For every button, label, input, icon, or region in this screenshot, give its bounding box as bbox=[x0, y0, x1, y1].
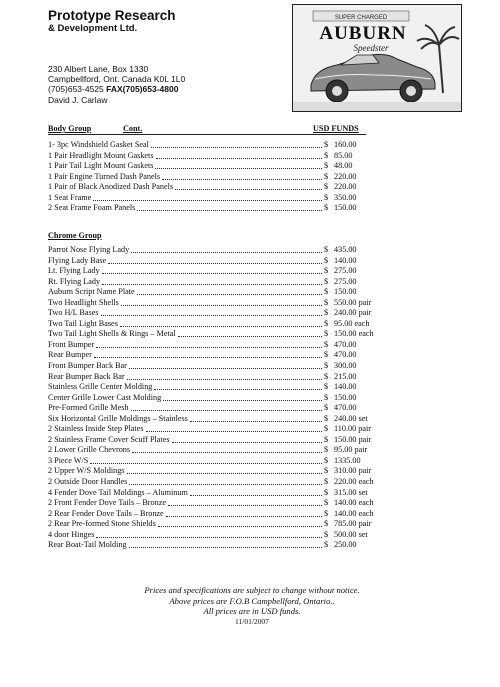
list-item bbox=[48, 530, 456, 541]
dot-leader bbox=[96, 537, 322, 538]
currency-symbol: $ bbox=[324, 318, 329, 328]
item-label: 2 Lower Grille Chevrons bbox=[48, 445, 131, 455]
item-label: 4 door Hinges bbox=[48, 529, 95, 539]
list-item bbox=[48, 477, 456, 488]
item-price: 470.00 bbox=[334, 403, 357, 413]
dot-leader bbox=[132, 452, 322, 453]
currency-symbol: $ bbox=[324, 477, 329, 487]
logo-script: Speedster bbox=[353, 43, 389, 53]
company-name: Prototype Research bbox=[48, 8, 176, 23]
item-price: 350.00 bbox=[334, 192, 357, 202]
item-price: 220.00 bbox=[334, 182, 357, 192]
dot-leader bbox=[96, 347, 322, 348]
list-item bbox=[48, 424, 456, 435]
dot-leader bbox=[129, 484, 322, 485]
currency-symbol: $ bbox=[324, 245, 329, 254]
currency-symbol: $ bbox=[324, 466, 329, 476]
item-label: Center Grille Lower Cast Molding bbox=[48, 392, 162, 402]
item-label: 1 Pair of Black Anodized Dash Panels bbox=[48, 182, 174, 192]
currency-symbol: $ bbox=[324, 150, 329, 160]
currency-symbol: $ bbox=[324, 266, 329, 276]
body-group-title: Body Group bbox=[48, 124, 92, 133]
item-price: 250.00 bbox=[334, 540, 357, 550]
header-rule bbox=[48, 134, 366, 135]
dot-leader bbox=[90, 463, 322, 464]
currency-symbol: $ bbox=[324, 329, 329, 339]
item-price: 140.00 bbox=[334, 255, 357, 265]
list-item bbox=[48, 361, 456, 372]
item-price: 110.00 pair bbox=[334, 424, 371, 434]
list-item bbox=[48, 329, 456, 340]
item-price: 310.00 pair bbox=[334, 466, 372, 476]
dot-leader bbox=[168, 505, 322, 506]
dot-leader bbox=[175, 189, 322, 190]
item-label: Two Tail Light Bases bbox=[48, 318, 118, 328]
chrome-group-title: Chrome Group bbox=[48, 231, 102, 240]
dot-leader bbox=[151, 147, 322, 148]
address-line-2: Campbellford, Ont. Canada K0L 1L0 bbox=[48, 74, 186, 85]
list-item bbox=[48, 161, 456, 172]
list-item bbox=[48, 319, 456, 330]
item-label: 1- 3pc Windshield Gasket Seal bbox=[48, 140, 149, 149]
dot-leader bbox=[108, 263, 322, 264]
currency-symbol: $ bbox=[324, 445, 329, 455]
list-item bbox=[48, 372, 456, 383]
company-address bbox=[48, 64, 298, 105]
list-item bbox=[48, 456, 456, 467]
currency-symbol: $ bbox=[324, 392, 329, 402]
list-item bbox=[48, 140, 456, 151]
item-price: 220.00 bbox=[334, 171, 357, 181]
list-item bbox=[48, 287, 456, 298]
currency-symbol: $ bbox=[324, 519, 329, 529]
list-item bbox=[48, 203, 456, 214]
item-label: 2 Seat Frame Foam Panels bbox=[48, 203, 136, 213]
list-item bbox=[48, 193, 456, 204]
currency-symbol: $ bbox=[324, 140, 329, 149]
list-item bbox=[48, 182, 456, 193]
address-line-1: 230 Albert Lane, Box 1330 bbox=[48, 64, 149, 74]
body-group-cont: Cont. bbox=[123, 124, 143, 133]
list-item bbox=[48, 298, 456, 309]
fax-number: FAX(705)653-4800 bbox=[106, 84, 179, 95]
currency-symbol: $ bbox=[324, 498, 329, 508]
item-label: Stainless Grille Center Molding bbox=[48, 382, 153, 392]
item-price: 275.00 bbox=[334, 266, 357, 276]
item-label: 1 Pair Tail Light Mount Gaskets bbox=[48, 161, 154, 171]
currency-symbol: $ bbox=[324, 350, 329, 360]
dot-leader bbox=[158, 526, 322, 527]
item-price: 95.00 pair bbox=[334, 445, 368, 455]
dot-leader bbox=[178, 336, 322, 337]
item-price: 150.00 bbox=[334, 392, 357, 402]
list-item bbox=[48, 350, 456, 361]
item-label: 2 Front Fender Dove Tails – Bronze bbox=[48, 498, 166, 508]
item-label: Auburn Script Name Plate bbox=[48, 287, 135, 297]
list-item bbox=[48, 382, 456, 393]
item-price: 240.00 set bbox=[334, 413, 368, 423]
item-price: 48.00 bbox=[334, 161, 353, 171]
item-label: Lt. Flying Lady bbox=[48, 266, 100, 276]
item-price: 140.00 bbox=[334, 382, 357, 392]
currency-symbol: $ bbox=[324, 540, 329, 550]
item-label: 1 Pair Engine Turned Dash Panels bbox=[48, 171, 161, 181]
logo-top-text: SUPER CHARGED bbox=[334, 15, 388, 21]
phone-number: (705)653-4525 bbox=[48, 84, 104, 95]
list-item bbox=[48, 540, 456, 551]
dot-leader bbox=[94, 357, 322, 358]
currency-symbol: $ bbox=[324, 255, 329, 265]
currency-symbol: $ bbox=[324, 508, 329, 518]
dot-leader bbox=[127, 473, 322, 474]
list-item bbox=[48, 277, 456, 288]
item-price: 470.00 bbox=[334, 339, 357, 349]
contact-name: David J. Carlaw bbox=[48, 94, 108, 105]
phone-fax-line bbox=[48, 84, 298, 94]
list-item bbox=[48, 151, 456, 162]
chrome-group-section bbox=[48, 230, 456, 551]
body-group-list bbox=[48, 140, 456, 214]
item-label: Rear Boat-Tail Molding bbox=[48, 540, 127, 550]
item-price: 150.00 bbox=[334, 203, 357, 213]
item-label: Two Headlight Shells bbox=[48, 297, 119, 307]
item-label: 2 Rear Pre-formed Stone Shields bbox=[48, 519, 156, 529]
dot-leader bbox=[146, 431, 322, 432]
currency-symbol: $ bbox=[324, 171, 329, 181]
list-item bbox=[48, 488, 456, 499]
list-item bbox=[48, 256, 456, 267]
item-label: 1 Seat Frame bbox=[48, 192, 92, 202]
item-price: 150.00 each bbox=[334, 329, 374, 339]
item-label: Flying Lady Base bbox=[48, 255, 107, 265]
list-item bbox=[48, 509, 456, 520]
item-price: 150.00 bbox=[334, 287, 357, 297]
list-item bbox=[48, 445, 456, 456]
item-price: 785.00 pair bbox=[334, 519, 372, 529]
currency-symbol: $ bbox=[324, 382, 329, 392]
item-label: 2 Stainless Inside Step Plates bbox=[48, 424, 144, 434]
dot-leader bbox=[131, 410, 322, 411]
item-price: 220.00 each bbox=[334, 477, 374, 487]
item-price: 550.00 pair bbox=[334, 297, 372, 307]
item-label: 3 Piece W/S bbox=[48, 455, 89, 465]
list-item bbox=[48, 172, 456, 183]
list-item bbox=[48, 266, 456, 277]
dot-leader bbox=[102, 273, 322, 274]
dot-leader bbox=[137, 210, 322, 211]
auburn-speedster-logo bbox=[292, 4, 462, 112]
dot-leader bbox=[131, 252, 322, 253]
list-item bbox=[48, 414, 456, 425]
body-group-section bbox=[48, 124, 456, 214]
list-item bbox=[48, 393, 456, 404]
dot-leader bbox=[163, 400, 322, 401]
footer-line-3: All prices are in USD funds. bbox=[203, 606, 301, 616]
car-illustration-icon bbox=[293, 5, 461, 111]
item-label: Front Bumper Back Bar bbox=[48, 361, 127, 371]
item-price: 150.00 pair bbox=[334, 434, 372, 444]
item-label: 2 Stainless Frame Cover Scuff Plates bbox=[48, 434, 170, 444]
item-price: 315.00 set bbox=[334, 487, 368, 497]
chrome-group-list bbox=[48, 245, 456, 551]
list-item bbox=[48, 519, 456, 530]
currency-symbol: $ bbox=[324, 413, 329, 423]
item-price: 215.00 bbox=[334, 371, 357, 381]
dot-leader bbox=[129, 547, 322, 548]
item-price: 160.00 bbox=[334, 140, 357, 149]
item-label: 1 Pair Headlight Mount Gaskets bbox=[48, 150, 154, 160]
currency-symbol: $ bbox=[324, 434, 329, 444]
item-price: 140.00 each bbox=[334, 508, 374, 518]
dot-leader bbox=[102, 284, 322, 285]
item-label: Pre-Formed Grille Mesh bbox=[48, 403, 129, 413]
currency-symbol: $ bbox=[324, 424, 329, 434]
list-item bbox=[48, 308, 456, 319]
footer-notes bbox=[48, 585, 456, 627]
dot-leader bbox=[154, 389, 322, 390]
company-header bbox=[48, 8, 308, 35]
footer-line-2: Above prices are F.O.B Campbellford, Ontario.. bbox=[169, 595, 335, 606]
dot-leader bbox=[172, 442, 322, 443]
currency-symbol: $ bbox=[324, 287, 329, 297]
currency-symbol: $ bbox=[324, 203, 329, 213]
dot-leader bbox=[166, 516, 322, 517]
currency-symbol: $ bbox=[324, 276, 329, 286]
item-price: 470.00 bbox=[334, 350, 357, 360]
currency-symbol: $ bbox=[324, 297, 329, 307]
item-label: Two Tail Light Shells & Rings – Metal bbox=[48, 329, 176, 339]
item-price: 140.00 each bbox=[334, 498, 374, 508]
currency-symbol: $ bbox=[324, 529, 329, 539]
list-item bbox=[48, 466, 456, 477]
item-label: 2 Rear Fender Dove Tails – Bronze bbox=[48, 508, 164, 518]
item-label: 2 Outside Door Handles bbox=[48, 477, 128, 487]
currency-symbol: $ bbox=[324, 182, 329, 192]
logo-brand: AUBURN bbox=[319, 23, 407, 44]
currency-symbol: $ bbox=[324, 192, 329, 202]
dot-leader bbox=[190, 421, 322, 422]
currency-symbol: $ bbox=[324, 339, 329, 349]
item-price: 435.00 bbox=[334, 245, 357, 254]
currency-symbol: $ bbox=[324, 371, 329, 381]
dot-leader bbox=[190, 495, 322, 496]
currency-symbol: $ bbox=[324, 403, 329, 413]
dot-leader bbox=[137, 294, 322, 295]
item-label: Six Horizontal Grille Moldings – Stainless bbox=[48, 413, 188, 423]
item-price: 500.00 set bbox=[334, 529, 368, 539]
dot-leader bbox=[120, 326, 322, 327]
dot-leader bbox=[129, 368, 322, 369]
item-price: 85.00 bbox=[334, 150, 353, 160]
company-subname: & Development Ltd. bbox=[48, 23, 138, 34]
item-price: 300.00 bbox=[334, 361, 357, 371]
item-label: 2 Upper W/S Moldings bbox=[48, 466, 125, 476]
dot-leader bbox=[127, 379, 322, 380]
list-item bbox=[48, 403, 456, 414]
item-label: Rt. Flying Lady bbox=[48, 276, 101, 286]
list-item bbox=[48, 498, 456, 509]
dot-leader bbox=[156, 158, 322, 159]
item-price: 240.00 pair bbox=[334, 308, 372, 318]
currency-symbol: $ bbox=[324, 161, 329, 171]
dot-leader bbox=[93, 200, 322, 201]
dot-leader bbox=[101, 315, 322, 316]
currency-symbol: $ bbox=[324, 487, 329, 497]
item-price: 95.00 each bbox=[334, 318, 370, 328]
item-label: Rear Bumper Back Bar bbox=[48, 371, 125, 381]
footer-date: 11/01/2007 bbox=[235, 616, 269, 626]
item-label: Front Bumper bbox=[48, 339, 95, 349]
dot-leader bbox=[162, 179, 322, 180]
item-label: Parrot Nose Flying Lady bbox=[48, 245, 130, 254]
item-price: 275.00 bbox=[334, 276, 357, 286]
item-label: Rear Bumper bbox=[48, 350, 92, 360]
dot-leader bbox=[155, 168, 322, 169]
list-item bbox=[48, 245, 456, 256]
item-label: Two H/L Bases bbox=[48, 308, 99, 318]
list-item bbox=[48, 340, 456, 351]
item-price: 1335.00 bbox=[334, 455, 361, 465]
currency-symbol: $ bbox=[324, 455, 329, 465]
usd-funds-heading: USD FUNDS bbox=[313, 124, 359, 133]
list-item bbox=[48, 435, 456, 446]
footer-line-1: Prices and specifications are subject to change without notice. bbox=[144, 585, 360, 595]
item-label: 4 Fender Dove Tail Moldings – Aluminum bbox=[48, 487, 188, 497]
dot-leader bbox=[121, 305, 322, 306]
currency-symbol: $ bbox=[324, 361, 329, 371]
currency-symbol: $ bbox=[324, 308, 329, 318]
